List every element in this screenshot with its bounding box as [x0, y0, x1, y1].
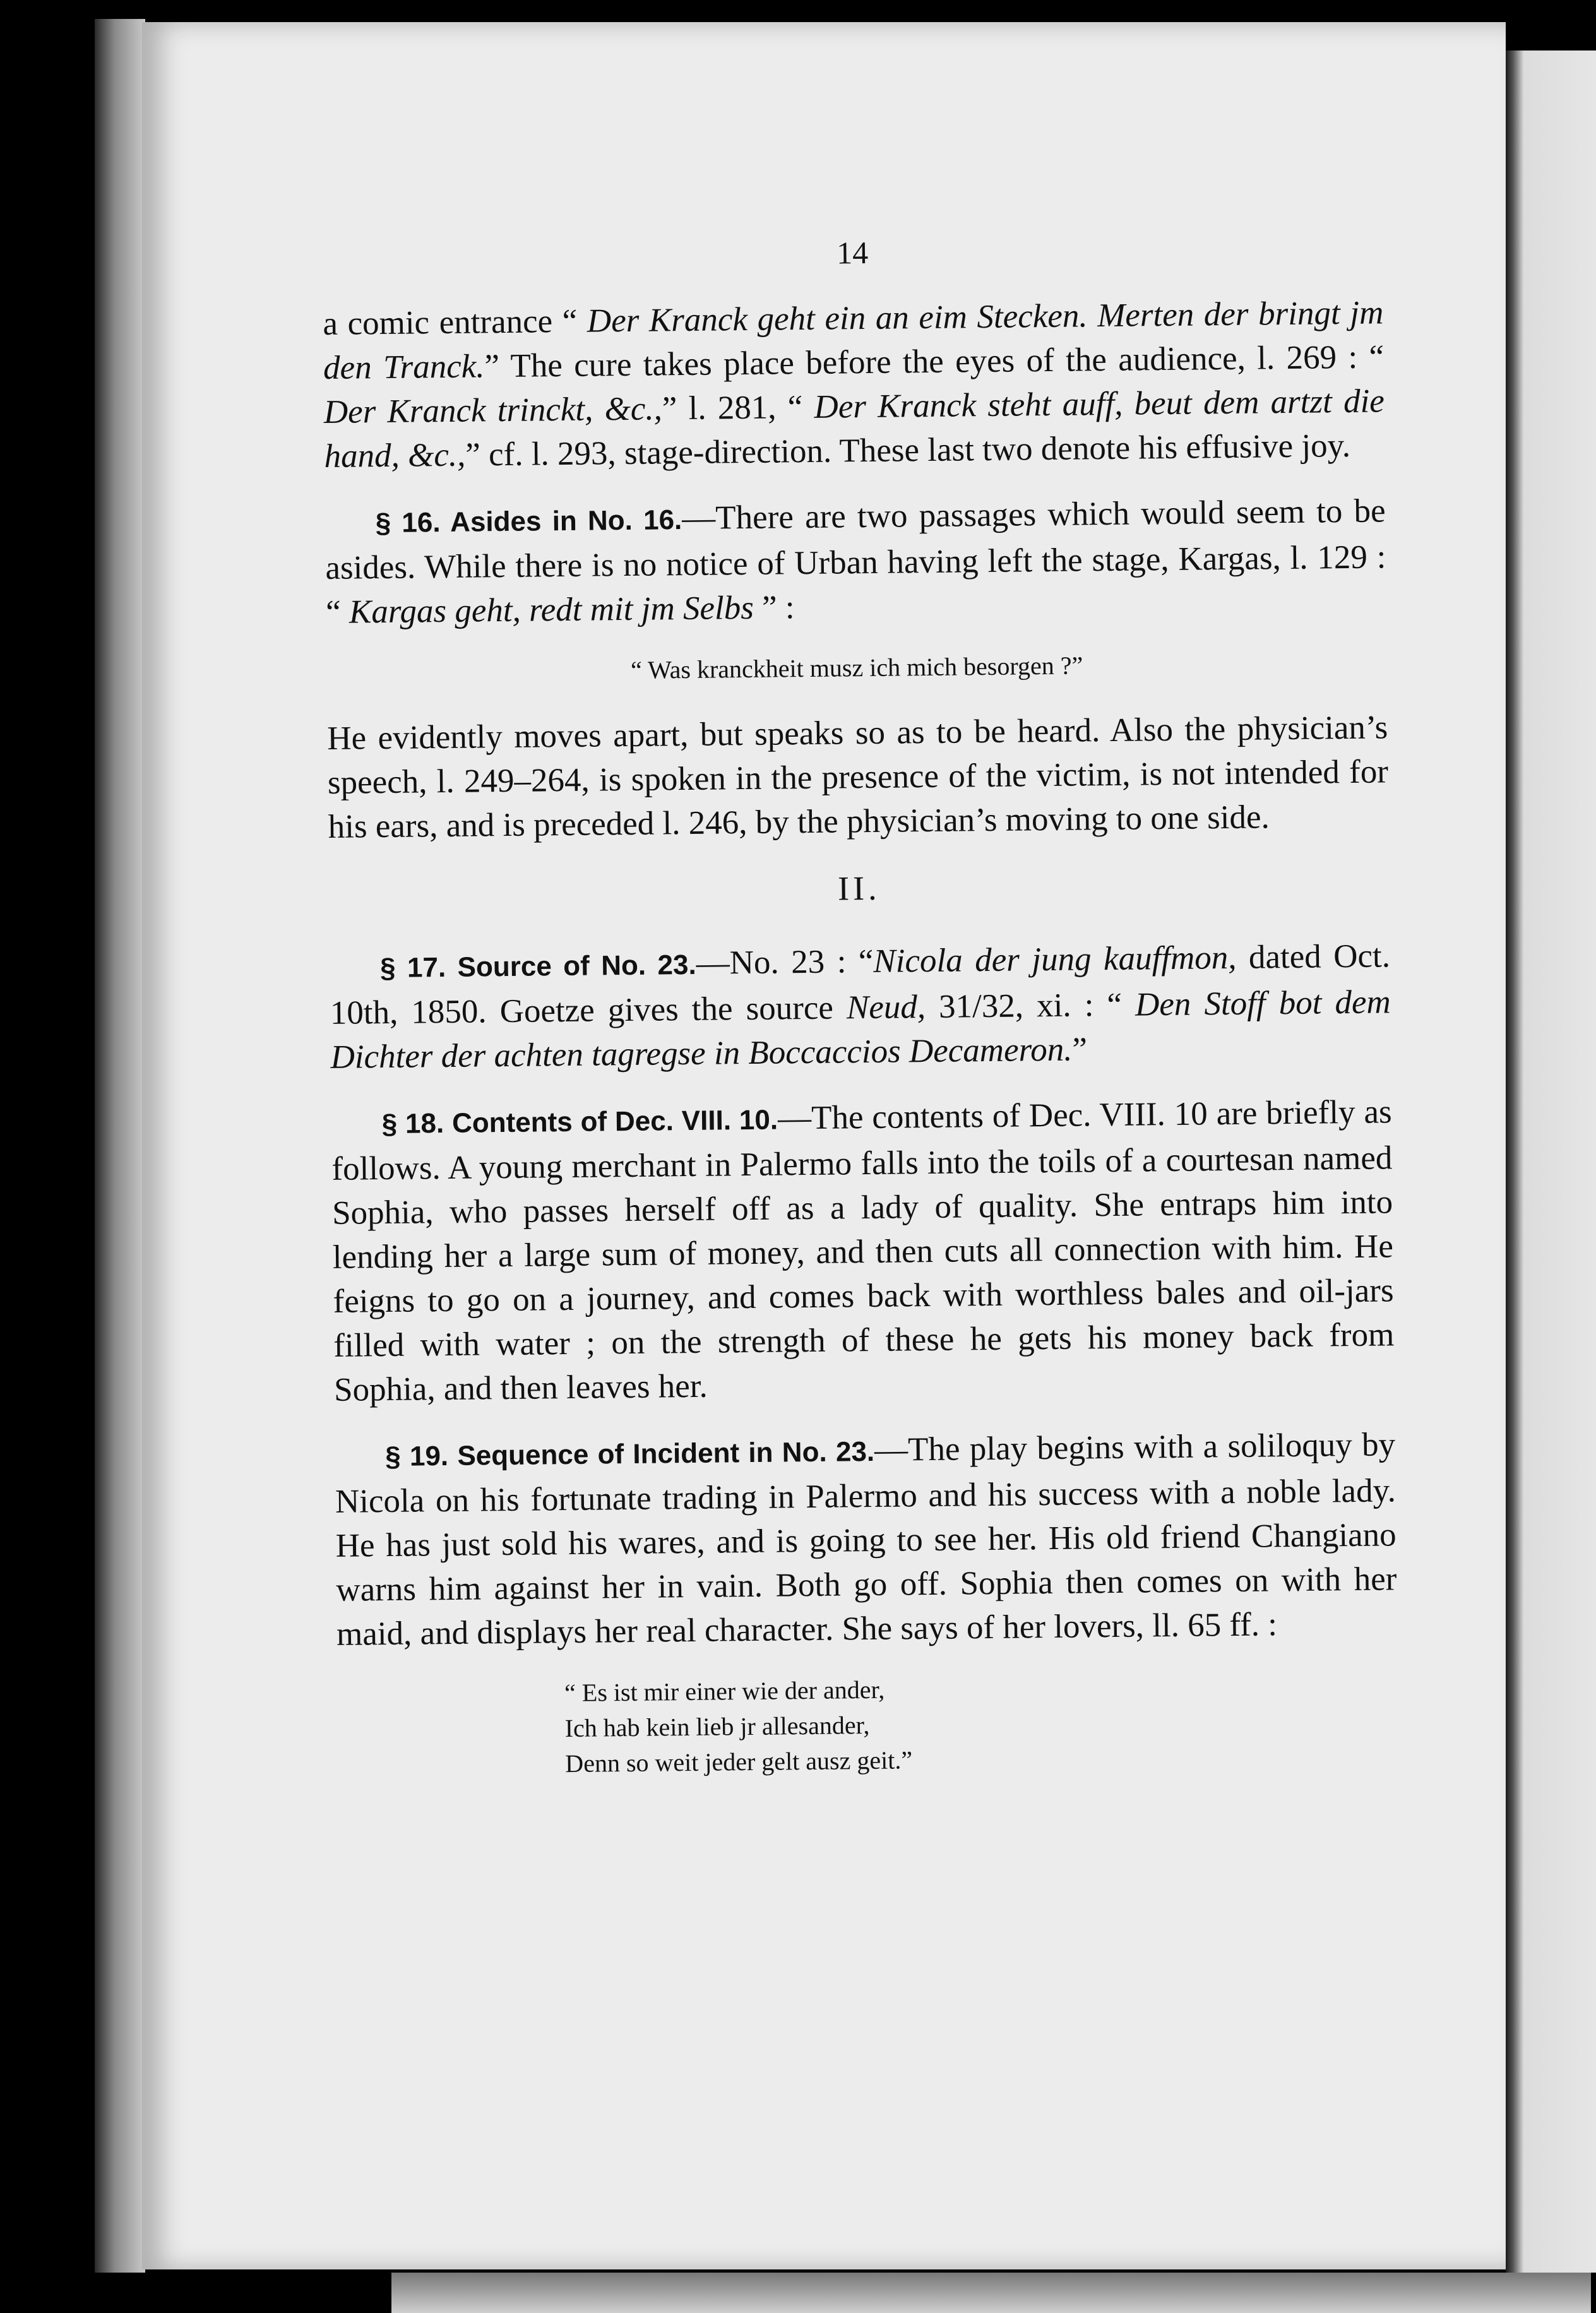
section-16: [325, 489, 1386, 634]
text: —There are two passages which would seem to be asides. While there is no notice of Urban having left the stage, Kargas, l. 129 : “: [325, 492, 1386, 631]
verse-line: Ich hab kein lieb jr allesander,: [564, 1711, 870, 1743]
text: ” The cure takes place before the eyes of the audience, l. 269 : “: [484, 338, 1385, 385]
paragraph-comic-entrance: [323, 290, 1385, 479]
german-quote: Der Kranck steht auff, beut dem artzt die hand, &c.,: [324, 383, 1385, 475]
part-heading: II.: [837, 869, 881, 908]
section-16-continued: He evidently moves apart, but speaks so as to be heard. Also the physician’s speech, l. 249–264, is spoken in the presence of the victim, is not intended for his ears, and is preceded l. 246, by the physician’s moving to one side.: [326, 709, 1389, 845]
verse-quote: [564, 1667, 1399, 1781]
text: —The play begins with a soliloquy by Nicola on his fortunate trading in Palermo and his success with a noble lady. He has just sold his wares, and is going to see her. His old friend Changiano warns him against her in vain. Both go off. Sophia then comes on with her maid, and displays her real character. She says of her lovers, ll. 65 ff. :: [335, 1426, 1397, 1653]
text: ” :: [753, 589, 795, 626]
page-content: [322, 229, 1399, 1809]
section-heading: § 18. Contents of Dec. VIII. 10.: [381, 1104, 778, 1140]
verse-line: Denn so weit jeder gelt ausz geit.”: [565, 1745, 913, 1778]
section-19: [335, 1422, 1398, 1656]
text: —No. 23 : “: [696, 942, 874, 982]
german-quote: Kargas geht, redt mit jm Selbs: [348, 589, 754, 631]
german-quote: Der Kranck geht ein an eim Stecken. Merten der bringt jm den Tranck.: [323, 294, 1384, 386]
book-spine-left: [95, 19, 145, 2273]
text: 31/32, xi. : “: [925, 986, 1136, 1026]
german-quote: Der Kranck trinckt, &c.,: [323, 390, 663, 431]
section-18: [331, 1090, 1395, 1412]
german-quote: Den Stoff bot dem Dichter der achten tagregse in Boccaccios Decameron.: [330, 984, 1391, 1076]
section-heading: § 17. Source of No. 23.: [379, 949, 696, 984]
block-quote: “ Was kranckheit musz ich mich besorgen ?”: [630, 651, 1083, 684]
text: —The contents of Dec. VIII. 10 are briefly as follows. A young merchant in Palermo falls into the toils of a courtesan named Sophia, who passes herself off as a lady of quality. She entraps him into lending her a large sum of money, and then cuts all connection with him. He feigns to go on a journey, and comes back with worthless bales and oil-jars filled with water ; on the strength of these he gets his money back from Sophia, and then leaves her.: [331, 1093, 1395, 1408]
section-heading: § 19. Sequence of Incident in No. 23.: [384, 1436, 875, 1473]
text: ” l. 281, “: [662, 388, 814, 427]
adjacent-page-edge: [1506, 51, 1596, 2273]
section-heading: § 16. Asides in No. 16.: [375, 504, 682, 539]
page-bottom-edge: [391, 2273, 1591, 2313]
text: ” cf. l. 293, stage-direction. These last two denote his effusive joy.: [465, 427, 1351, 473]
german-quote: Nicola der jung kauffmon,: [873, 939, 1237, 980]
citation: Neud,: [846, 989, 926, 1026]
text: a comic entrance “: [323, 302, 588, 342]
page-number: 14: [836, 234, 869, 271]
text: dated Oct. 10th, 1850. Goetze gives the source: [330, 937, 1391, 1032]
verse-line: “ Es ist mir einer wie der ander,: [564, 1675, 885, 1708]
section-17: [330, 934, 1391, 1079]
text: ”: [1072, 1031, 1088, 1068]
